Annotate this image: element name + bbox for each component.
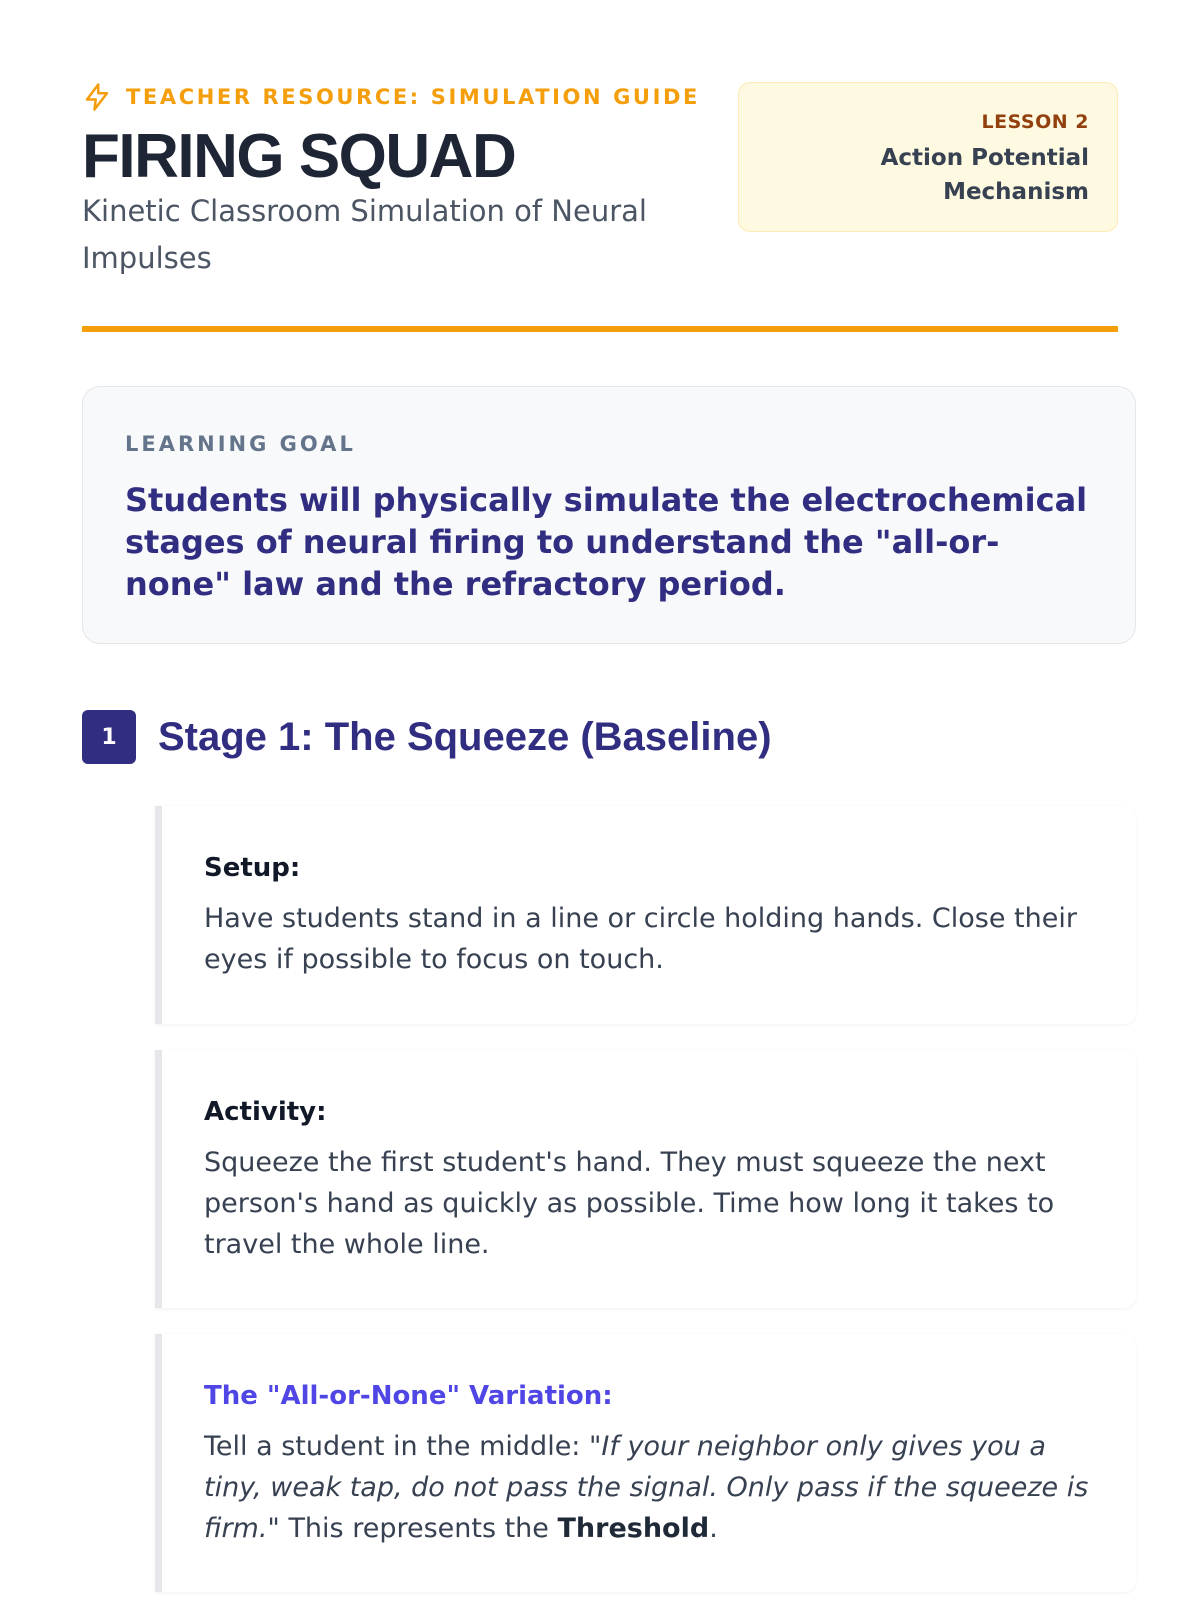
eyebrow — [82, 82, 700, 112]
threshold-term: Threshold — [557, 1513, 710, 1544]
step-body-mid: This represents the — [279, 1513, 558, 1544]
step-label: Activity: — [204, 1097, 327, 1127]
step-label: The "All-or-None" Variation: — [204, 1381, 613, 1411]
step-body-quote: "If your neighbor only gives you a tiny, weak tap, do not pass the signal. Only pass if the squeeze is firm." — [204, 1431, 1089, 1544]
learning-goal-box — [82, 386, 1136, 644]
lesson-label: LESSON 2 — [981, 111, 1089, 133]
page-title: FIRING SQUAD — [82, 122, 516, 191]
lesson-card — [738, 82, 1118, 232]
step-setup-card — [155, 806, 1136, 1024]
page-subtitle: Kinetic Classroom Simulation of Neural Impulses — [82, 194, 647, 275]
learning-goal-text: Students will physically simulate the electrochemical stages of neural firing to understand the "all-or-none" law and the refractory period. — [125, 481, 1088, 603]
stage-number-badge: 1 — [82, 710, 136, 764]
step-body-end: . — [709, 1513, 718, 1544]
step-activity-card — [155, 1050, 1136, 1308]
step-label: Setup: — [204, 853, 301, 883]
step-body: Have students stand in a line or circle holding hands. Close their eyes if possible to focus on touch. — [204, 903, 1077, 975]
step-variation-card — [155, 1334, 1136, 1592]
step-body-intro: Tell a student in the middle: — [204, 1431, 589, 1462]
step-body: Squeeze the first student's hand. They must squeeze the next person's hand as quickly as possible. Time how long it takes to travel the whole line. — [204, 1147, 1055, 1260]
eyebrow-text: TEACHER RESOURCE: SIMULATION GUIDE — [126, 85, 700, 109]
step-body — [204, 1426, 1096, 1549]
header — [82, 0, 1118, 330]
lightning-bolt-icon — [82, 82, 112, 112]
header-divider — [82, 326, 1118, 332]
stage-heading — [82, 710, 772, 764]
lesson-name-line1: Action Potential — [880, 145, 1089, 171]
learning-goal-label: LEARNING GOAL — [125, 432, 356, 456]
lesson-name-line2: Mechanism — [943, 179, 1089, 205]
stage-title: Stage 1: The Squeeze (Baseline) — [158, 714, 772, 759]
lesson-name — [739, 141, 1089, 209]
